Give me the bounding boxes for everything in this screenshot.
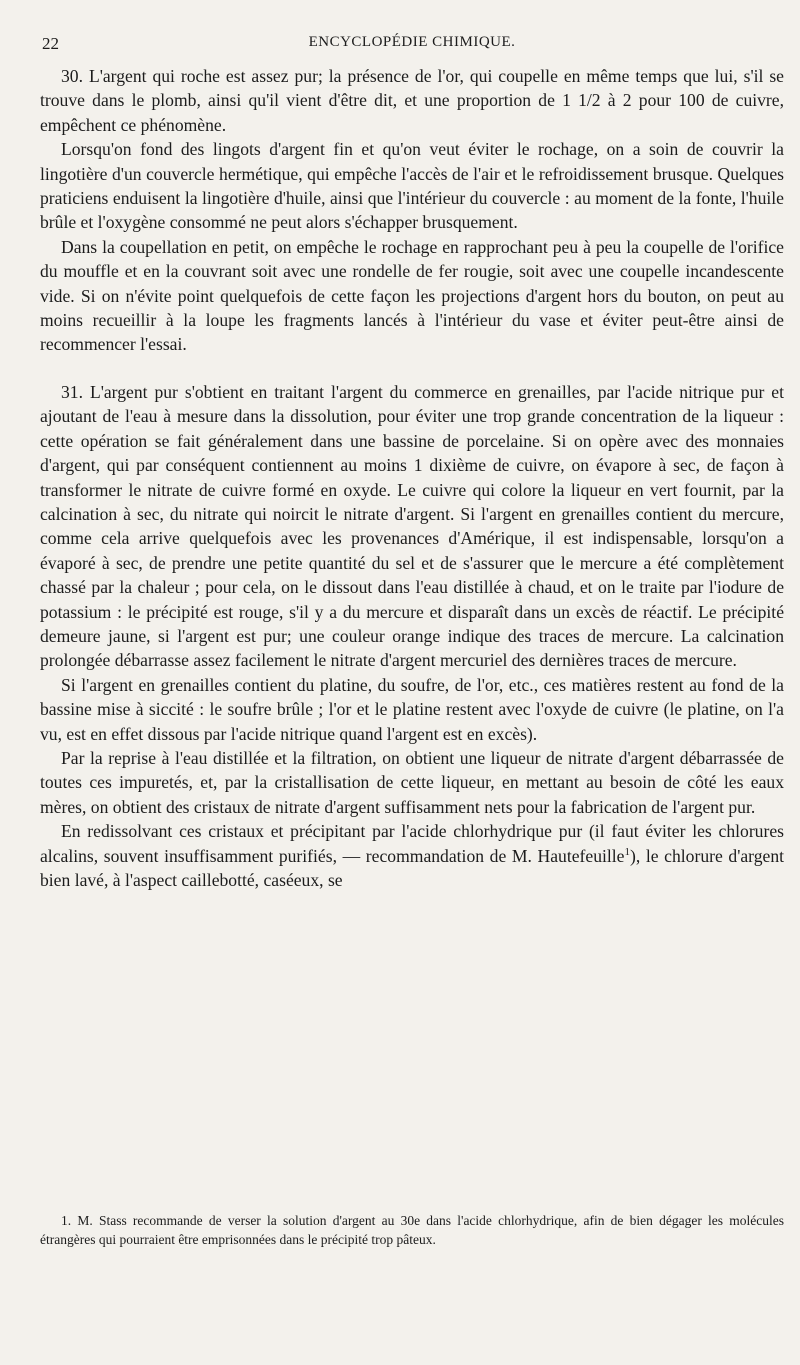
body-text: [40, 64, 784, 892]
paragraph-text: L'argent pur s'obtient en traitant l'argent du commerce en grenailles, par l'acide nitrique pur et ajoutant de l'eau à mesure dans la dissolution, pour éviter une trop grande concentration de la liqueur : cette opération se fait généralement dans une bassine de porcelaine. Si on opère avec des monnaies d'argent, qui par conséquent contiennent au moins 1 dixième de cuivre, on évapore à sec, de façon à transformer le nitrate de cuivre formé en oxyde. Le cuivre qui colore la liqueur en vert fournit, par la calcination à sec, du nitrate qui noircit le nitrate d'argent. Si l'argent en grenailles contient du mercure, comme cela arrive quelquefois avec les provenances d'Amérique, il est indispensable, lorsqu'on a évaporé à sec, de prendre une petite quantité du sel et de s'assurer que le mercure a été complètement chassé par la chaleur ; pour cela, on le dissout dans l'eau distillée à chaud, et on le traite par l'iodure de potassium : le précipité est rouge, s'il y a du mercure et disparaît dans un excès de réactif. Le précipité demeure jaune, si l'argent est pur; une couleur orange indique des traces de mercure. La calcination prolongée débarrasse assez facilement le nitrate d'argent mercuriel des dernières traces de mercure.: [40, 381, 784, 671]
paragraph-text: En redissolvant ces cristaux et précipitant par l'acide chlorhydrique pur (il faut éviter les chlorures alcalins, souvent insuffisamment purifiés, — recommandation de M. Hautefeuille: [40, 821, 784, 866]
paragraph: Dans la coupellation en petit, on empêche le rochage en rapprochant peu à peu la coupelle de l'orifice du mouffle et en la couvrant soit avec une rondelle de fer rougie, soit avec une coupelle incandescente vide. Si on n'évite point quelquefois de cette façon les projections d'argent hors du bouton, on peut au moins recueillir à la loupe les fragments lancés à l'intérieur du vase et éviter peut-être ainsi de recommencer l'essai.: [40, 236, 784, 355]
paragraph: Lorsqu'on fond des lingots d'argent fin et qu'on veut éviter le rochage, on a soin de couvrir la lingotière d'un couvercle hermétique, qui empêche l'accès de l'air et le refroidissement brusque. Quelques praticiens enduisent la lingotière d'huile, ainsi que l'intérieur du couvercle : au moment de la fonte, l'huile brûle et l'oxygène consommé ne peut alors s'échapper brusquement.: [40, 139, 784, 233]
footnote: 1. M. Stass recommande de verser la solution d'argent au 30e dans l'acide chlorhydrique, afin de bien dégager les molécules étrangères qui pourraient être emprisonnées dans le précipité trop pâteux.: [40, 1213, 784, 1247]
paragraph: Si l'argent en grenailles contient du platine, du soufre, de l'or, etc., ces matières restent au fond de la bassine mise à siccité : le soufre brûle ; l'or et le platine restent avec l'oxyde de cuivre (le platine, on l'a vu, est en effet dissous par l'acide nitrique quand l'argent est en excès).: [40, 674, 784, 744]
paragraph: Par la reprise à l'eau distillée et la filtration, on obtient une liqueur de nitrate d'argent débarrassée de toutes ces impuretés, et, par la cristallisation de cette liqueur, en mettant au besoin de côté les eaux mères, on obtient des cristaux de nitrate d'argent suffisamment nets pour la fabrication de l'argent pur.: [40, 747, 784, 817]
paragraph-30: [40, 64, 784, 137]
paragraph: [40, 819, 784, 892]
running-head: [40, 34, 784, 56]
section-number: 30.: [61, 66, 83, 86]
paragraph-text: L'argent qui roche est assez pur; la présence de l'or, qui coupelle en même temps que lui, s'il se trouve dans le plomb, ainsi qu'il vient d'être dit, et une proportion de 1 1/2 à 2 pour 100 de cuivre, empêchent ce phénomène.: [40, 66, 784, 135]
paragraph-text: ), le chlorure d'argent bien lavé, à l'aspect caillebotté, caséeux, se: [40, 845, 785, 890]
paragraph-31: [40, 380, 784, 673]
footnote-reference: 1: [624, 845, 630, 858]
running-title: ENCYCLOPÉDIE CHIMIQUE.: [308, 34, 516, 50]
footnotes: [40, 1212, 784, 1249]
page-number: 22: [42, 34, 59, 53]
section-number: 31.: [61, 381, 83, 402]
book-page: [40, 0, 784, 1365]
